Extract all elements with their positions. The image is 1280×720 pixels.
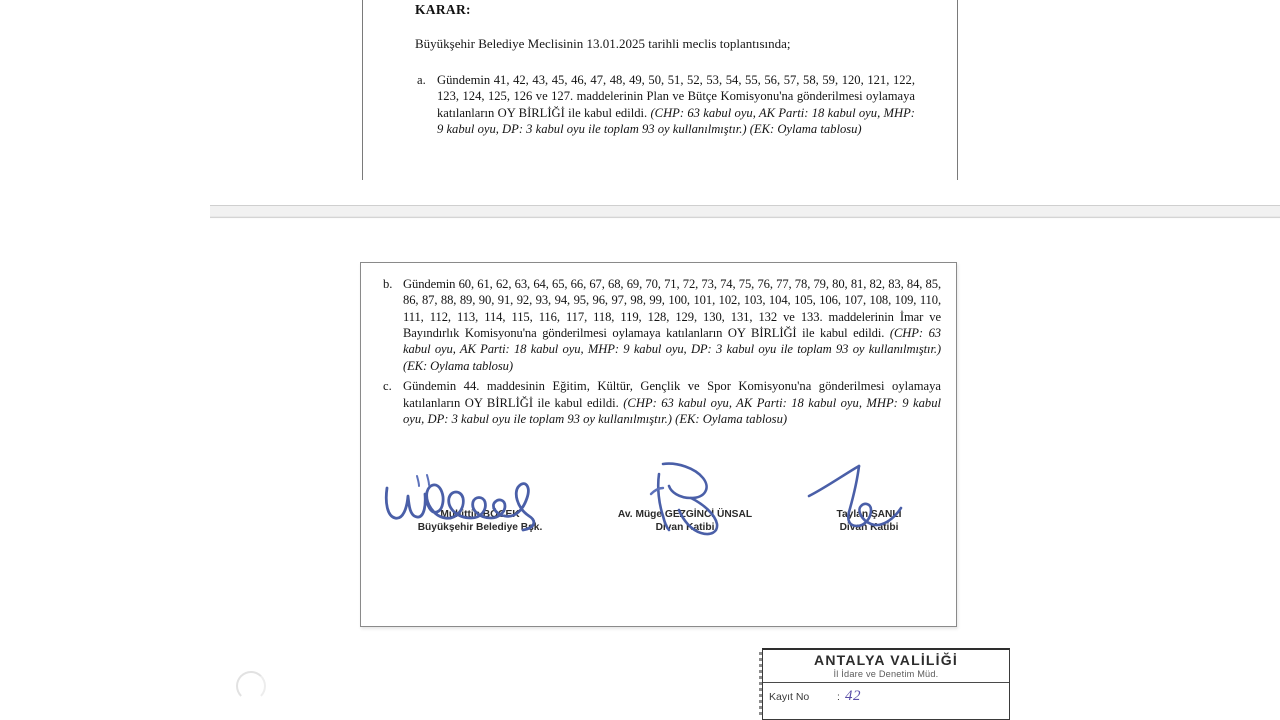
stamp-record-colon: : <box>837 690 840 703</box>
stamp-record-row <box>763 683 1009 705</box>
clause-c-marker: c. <box>383 379 392 394</box>
signature-bocek <box>375 508 585 535</box>
page-1-content <box>415 2 915 141</box>
clause-a-marker: a. <box>417 73 426 87</box>
signature-sanli <box>789 508 949 535</box>
clause-b-text <box>403 276 941 374</box>
clause-c <box>381 378 941 427</box>
signature-block <box>369 508 949 535</box>
signature-gezginci-unsal-title: Divan Katibi <box>655 522 715 534</box>
clause-b <box>381 276 941 374</box>
stamp-left-edge <box>759 652 762 718</box>
clause-a <box>415 72 915 137</box>
clause-a-text-plain: Gündemin 41, 42, 43, 45, 46, 47, 48, 49, 50, 51, 52, 53, 54, 55, 56, 57, 58, 59, 120, 121, 122, 123, 124, 125, 126 ve 127. maddelerinin Plan ve Bütçe Komisyonu'na gönderilmesi oylamaya katılanların OY BİRLİĞİ ile kabul edildi. <box>437 73 915 120</box>
page-separator-shadow <box>210 216 1280 220</box>
stamp-record-label: Kayıt No <box>769 690 810 703</box>
stamp-record-value: 42 <box>845 687 861 704</box>
stamp-header <box>763 650 1009 683</box>
signature-gezginci-unsal-name: Av. Müge GEZGİNCİ ÜNSAL <box>617 509 753 520</box>
clause-c-text-italic: (CHP: 63 kabul oyu, AK Parti: 18 kabul oyu, MHP: 9 kabul oyu, DP: 3 kabul oyu ile toplam 93 oy kullanılmıştır.) (EK: Oylama tablosu) <box>403 395 941 426</box>
signature-bocek-name: Muhittin BÖCEK <box>440 509 520 520</box>
page-2-content <box>381 276 941 431</box>
document-page-2 <box>360 262 957 627</box>
stamp-subtitle: İl İdare ve Denetim Müd. <box>833 668 939 679</box>
clause-a-text-italic: (CHP: 63 kabul oyu, AK Parti: 18 kabul oyu, MHP: 9 kabul oyu, DP: 3 kabul oyu ile toplam 93 oy kullanılmıştır.) (EK: Oylama tablosu) <box>437 105 915 137</box>
stamp-title: ANTALYA VALİLİĞİ <box>814 652 958 668</box>
scan-artifact-circle <box>236 671 266 701</box>
signature-gezginci-unsal <box>585 508 785 535</box>
clause-c-text <box>403 378 941 427</box>
meeting-intro-line: Büyükşehir Belediye Meclisinin 13.01.2025 tarihli meclis toplantısında; <box>415 36 791 51</box>
signature-sanli-name: Taylan ŞANLI <box>836 509 902 520</box>
document-page-1 <box>362 0 958 180</box>
signature-bocek-title: Büyükşehir Belediye Bşk. <box>417 522 543 534</box>
clause-c-text-plain: Gündemin 44. maddesinin Eğitim, Kültür, Gençlik ve Spor Komisyonu'na gönderilmesi oylamaya katılanların OY BİRLİĞİ ile kabul edildi. <box>403 379 941 410</box>
clause-b-text-italic: (CHP: 63 kabul oyu, AK Parti: 18 kabul oyu, MHP: 9 kabul oyu, DP: 3 kabul oyu ile toplam 93 oy kullanılmıştır.) (EK: Oylama tablosu) <box>403 326 941 373</box>
clause-a-text <box>437 72 915 137</box>
clause-b-marker: b. <box>383 277 393 291</box>
karar-heading: KARAR: <box>415 2 471 17</box>
signature-sanli-title: Divan Katibi <box>839 522 899 534</box>
official-stamp <box>762 648 1010 720</box>
clause-b-text-plain: Gündemin 60, 61, 62, 63, 64, 65, 66, 67, 68, 69, 70, 71, 72, 73, 74, 75, 76, 77, 78, 79, 80, 81, 82, 83, 84, 85, 86, 87, 88, 89, 90, 91, 92, 93, 94, 95, 96, 97, 98, 99, 100, 101, 102, 103, 104, 105, 106, 107, 108, 109, 110, 111, 112, 113, 114, 115, 116, 117, 118, 119, 128, 129, 130, 131, 132 ve 133. maddelerinin İmar ve Bayındırlık Komisyonu'na gönderilmesi oylamaya katılanların OY BİRLİĞİ ile kabul edildi. <box>403 277 941 341</box>
